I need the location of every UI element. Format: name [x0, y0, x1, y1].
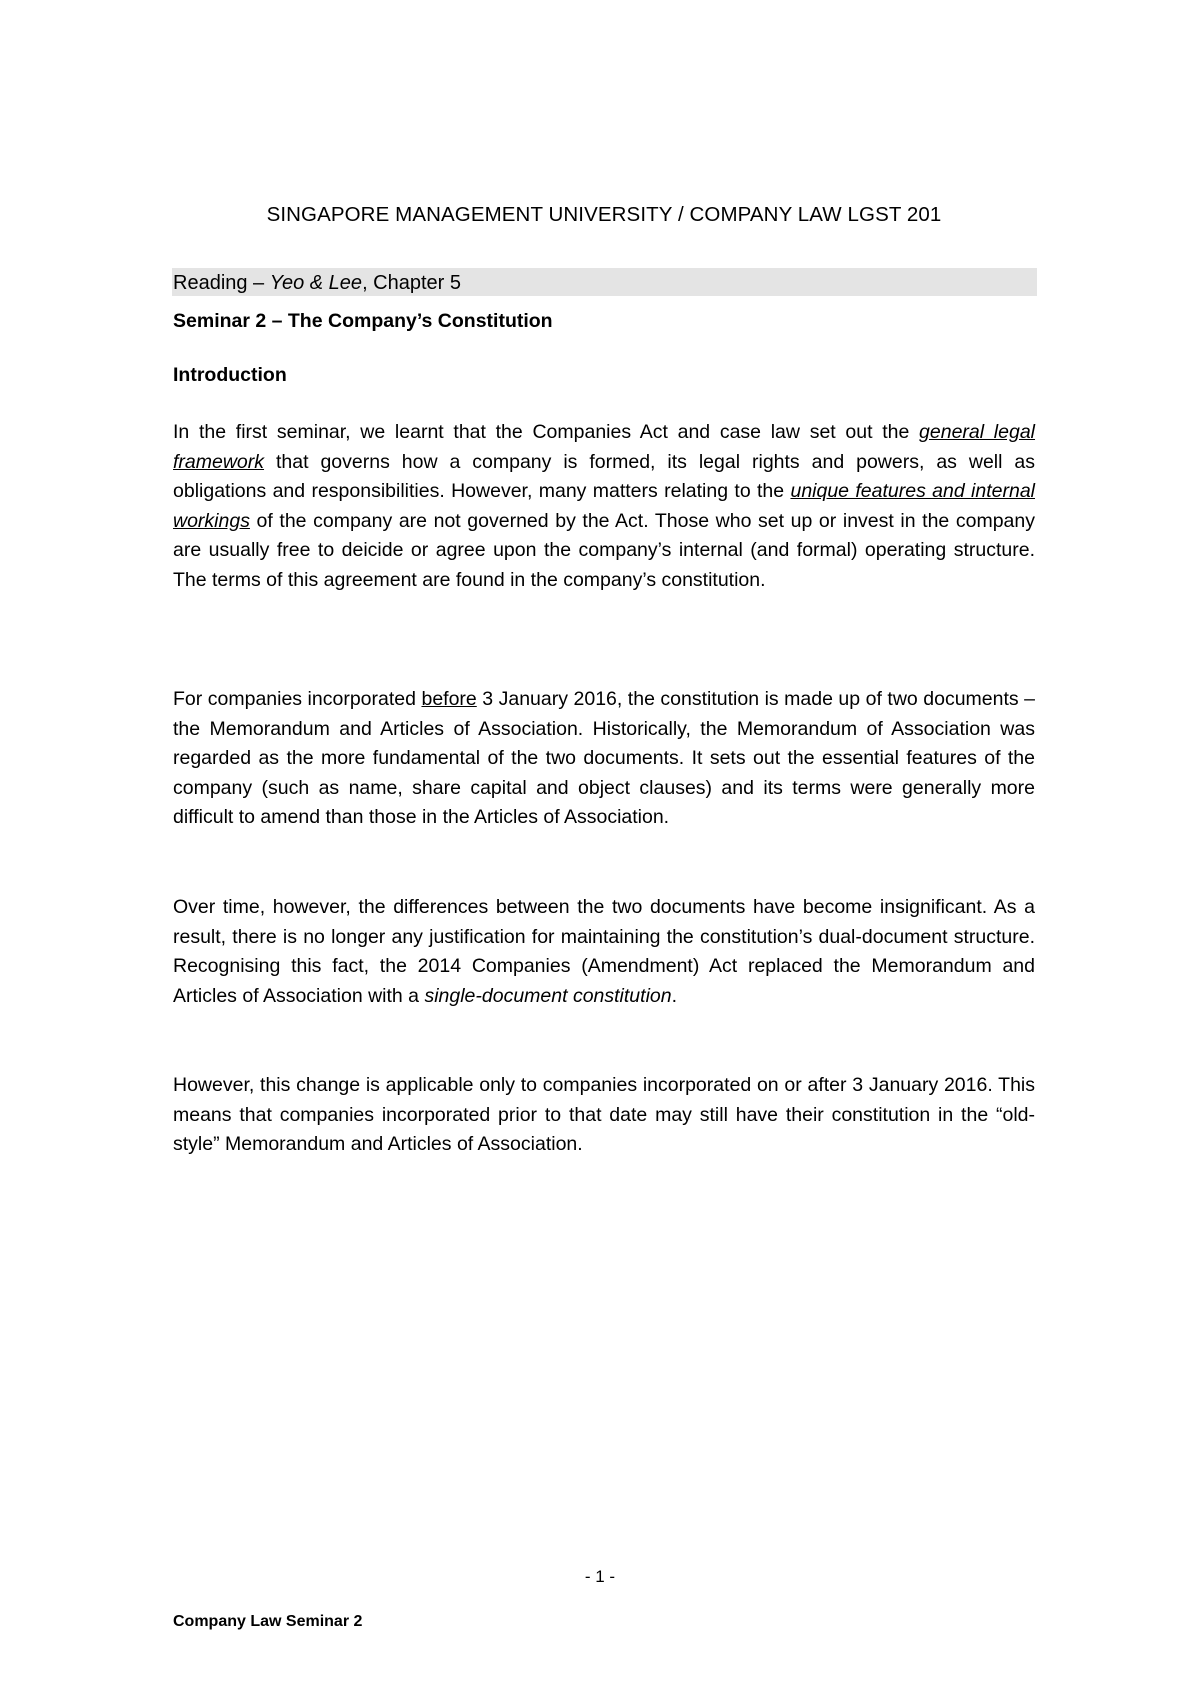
reading-authors: Yeo & Lee: [269, 272, 363, 294]
page-footer: Company Law Seminar 2: [173, 1613, 363, 1630]
intro-heading: Introduction: [173, 364, 287, 386]
reading-reference: [172, 268, 1037, 296]
paragraph-3-text-a: Over time, however, the differences between the two documents have become insignificant. As a result, there is no longer any justification for maintaining the constitution’s dual-document structure. Recognising this fact, the 2014 Companies (Amendment) Act replaced the Memorandum and Articles of Association with a: [173, 896, 1035, 1007]
reading-chapter: , Chapter 5: [362, 272, 462, 294]
paragraph-1-text-c: of the company are not governed by the Act. Those who set up or invest in the company are usually free to deicide or agree upon the company’s internal (and formal) operating structure. The terms of this agreement are found in the company’s constitution.: [173, 509, 1035, 591]
document-title: SINGAPORE MANAGEMENT UNIVERSITY / COMPANY LAW LGST 201: [266, 203, 942, 226]
paragraph-1-emphasis-b: unique features and internal workings: [173, 480, 1035, 532]
paragraph-2-text-b: 3 January 2016, the constitution is made up of two documents – the Memorandum and Articles of Association. Historically, the Memorandum of Association was regarded as the more fundamental of the two documents. It sets out the essential features of the company (such as name, share capital and object clauses) and its terms were generally more difficult to amend than those in the Articles of Association.: [173, 688, 1035, 829]
paragraph-4-text: However, this change is applicable only to companies incorporated on or after 3 January 2016. This means that companies incorporated prior to that date may still have their constitution in the “old-style” Memorandum and Articles of Association.: [173, 1074, 1035, 1156]
seminar-title: Seminar 2 – The Company’s Constitution: [173, 310, 553, 332]
paragraph-3-emphasis: single-document constitution: [424, 984, 672, 1007]
paragraph-1-text-a: In the first seminar, we learnt that the Companies Act and case law set out the: [173, 421, 920, 443]
paragraph-1-text-b: that governs how a company is formed, its legal rights and powers, as well as obligations and responsibilities. However, many matters relating to the: [173, 450, 1035, 503]
paragraph-3: [173, 893, 1035, 1011]
paragraph-2-emphasis: before: [421, 688, 477, 710]
paragraph-3-text-b: .: [671, 984, 678, 1007]
page-number: - 1 -: [584, 1567, 616, 1586]
paragraph-4: [173, 1071, 1035, 1160]
paragraph-1-emphasis-a: general legal framework: [173, 421, 1036, 473]
paragraph-1: [173, 418, 1035, 596]
paragraph-2: [173, 685, 1035, 833]
reading-label: Reading –: [173, 272, 270, 294]
paragraph-2-text-a: For companies incorporated: [173, 688, 422, 710]
